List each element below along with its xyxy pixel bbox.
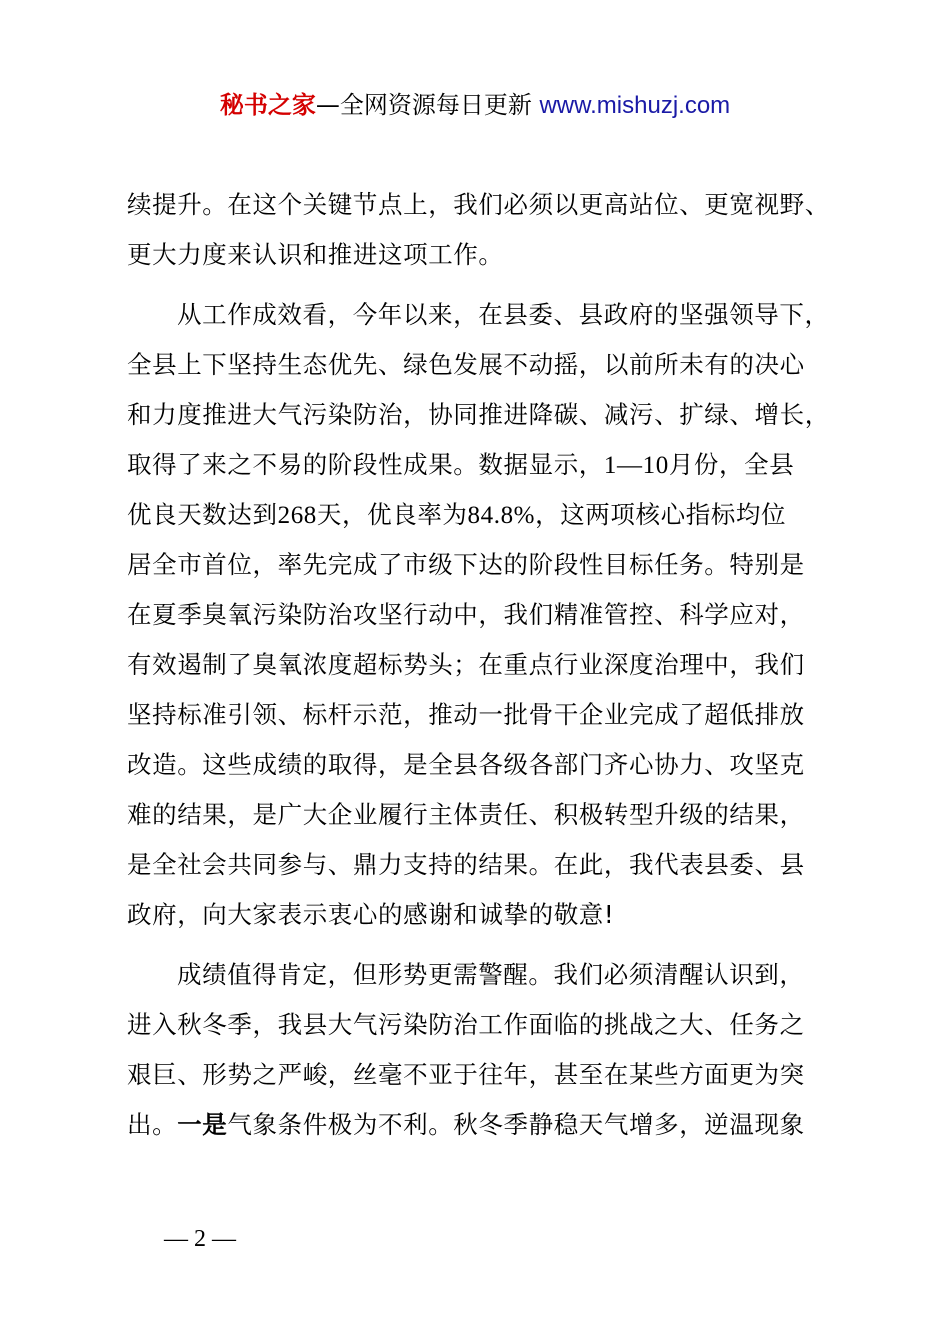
site-header [0, 88, 950, 123]
period-value: 1—10 [603, 452, 669, 479]
text-segment: 优良天数达到 [127, 500, 278, 529]
text-line [127, 440, 867, 490]
text-line: 坚持标准引领、标杆示范，推动一批骨干企业完成了超低排放 [127, 700, 805, 729]
paragraph-3 [127, 950, 867, 1150]
text-line: 政府，向大家表示衷心的感谢和诚挚的敬意! [127, 900, 615, 929]
text-segment: ，这两项核心指标均位 [535, 500, 787, 529]
text-line [127, 490, 867, 540]
paragraph-2 [127, 290, 867, 940]
good-days-value: 268 [277, 502, 317, 529]
text-segment: 月份，全县 [668, 450, 795, 479]
text-line: 有效遏制了臭氧浓度超标势头；在重点行业深度治理中，我们 [127, 650, 805, 679]
text-line: 艰巨、形势之严峻，丝毫不亚于往年，甚至在某些方面更为突 [127, 1060, 805, 1089]
text-line: 改造。这些成绩的取得，是全县各级各部门齐心协力、攻坚克 [127, 750, 805, 779]
text-line: 居全市首位，率先完成了市级下达的阶段性目标任务。特别是 [127, 550, 805, 579]
page-number: — 2 — [164, 1226, 236, 1252]
text-segment: 出。 [127, 1110, 178, 1139]
text-line: 成绩值得肯定，但形势更需警醒。我们必须清醒认识到， [177, 960, 805, 989]
text-line [127, 1100, 867, 1150]
text-line: 续提升。在这个关键节点上，我们必须以更高站位、更宽视野、 [127, 190, 830, 219]
paragraph-1 [127, 180, 867, 280]
text-segment: 取得了来之不易的阶段性成果。数据显示， [127, 450, 604, 479]
text-line: 更大力度来认识和推进这项工作。 [127, 240, 504, 269]
text-line: 全县上下坚持生态优先、绿色发展不动摇，以前所未有的决心 [127, 350, 805, 379]
text-line: 从工作成效看，今年以来，在县委、县政府的坚强领导下， [177, 300, 830, 329]
text-line: 难的结果，是广大企业履行主体责任、积极转型升级的结果， [127, 800, 805, 829]
good-rate-value: 84.8% [467, 502, 536, 529]
text-line: 进入秋冬季，我县大气污染防治工作面临的挑战之大、任务之 [127, 1010, 805, 1039]
text-segment: 气象条件极为不利。秋冬季静稳天气增多，逆温现象 [227, 1110, 805, 1139]
text-line: 在夏季臭氧污染防治攻坚行动中，我们精准管控、科学应对， [127, 600, 805, 629]
text-line: 和力度推进大气污染防治，协同推进降碳、减污、扩绿、增长， [127, 400, 830, 429]
emphasis-label: 一是 [177, 1110, 228, 1139]
text-line: 是全社会共同参与、鼎力支持的结果。在此，我代表县委、县 [127, 850, 805, 879]
text-segment: 天，优良率为 [316, 500, 468, 529]
brand-name: 秘书之家 [219, 91, 316, 119]
header-tagline: —全网资源每日更新 [315, 91, 532, 119]
document-body [127, 180, 867, 1160]
site-url-link[interactable]: www.mishuzj.com [539, 92, 731, 119]
